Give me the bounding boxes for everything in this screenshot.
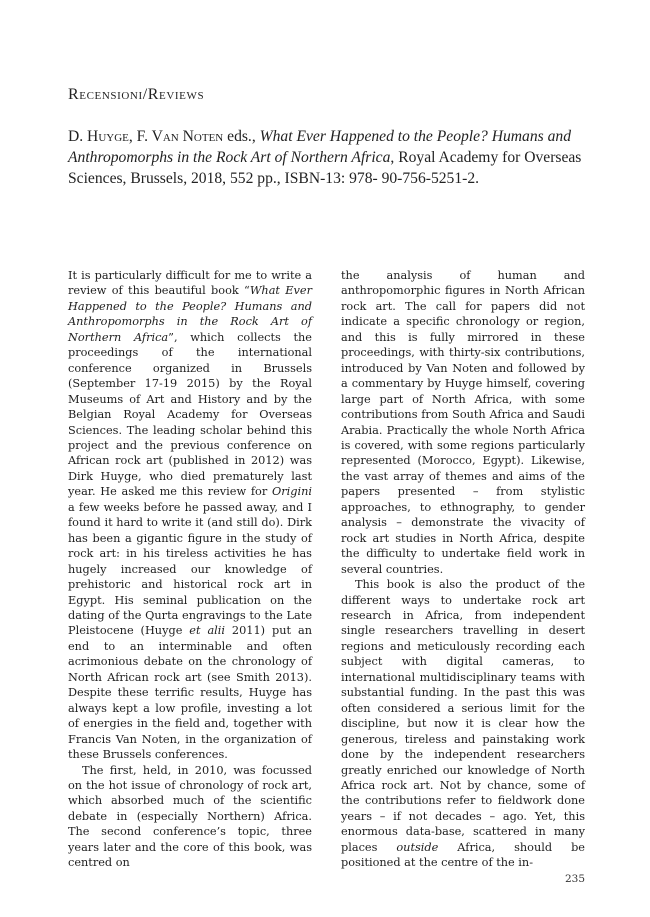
section-heading: Recensioni/Reviews <box>68 86 205 103</box>
right-paragraph-2 <box>341 577 585 871</box>
text-segment: ”, which collects the proceedings of the international conference organized in Brussels (September 17-19 2015) by the Royal Museums of Art and History and by the Belgian Royal Academy for Overseas Sciences. The leading scholar behind this project and the previous conference on African rock art (published in 2012) was Dirk Huyge, who died prematurely last year. He asked me this review for <box>68 330 312 499</box>
italic-book-title: What Ever Happened to the People? Humans and Anthropomorphs in the Rock Art of Northern Africa <box>68 284 312 344</box>
left-paragraph-2: The first, held, in 2010, was focussed on the hot issue of chronology of rock art, which absorbed much of the scientific debate in (especially Northern) Africa. The second conference’s topic, three years later and the core of this book, was centred on <box>68 763 312 870</box>
text-segment: It is particularly difficult for me to write a review of this beautiful book “ <box>68 269 312 298</box>
text-segment: This book is also the product of the different ways to undertake rock art research in Africa, from independent single researchers travelling in desert regions and meticulously recording each subject with digital cameras, to international multidisciplinary teams with substantial funding. In the past this was often considered a serious limit for the discipline, but now it is clear how the generous, tireless and painstaking work done by the independent researchers greatly enriched our knowledge of North Africa rock art. Not by chance, some of the contributions refer to fieldwork done years – if not decades – ago. Yet, this enormous data-base, scattered in many places <box>341 578 585 854</box>
text-segment: 2011) put an end to an interminable and often acrimonious debate on the chronology of North African rock art (see Smith 2013). Despite these terrific results, Huyge has always kept a low profile, investing a lot of energies in the field and, together with Francis Van Noten, in the organization of these Brussels conferences. <box>68 624 312 762</box>
text-segment: a few weeks before he passed away, and I found it hard to write it (and still do). Dirk has been a gigantic figure in the study of rock art: in his tireless activities he has hugely increased our knowledge of prehistoric and historical rock art in Egypt. His seminal publication on the dating of the Qurta engravings to the Late Pleistocene (Huyge <box>68 500 312 638</box>
citation-book-title: What Ever Happened to the People? Humans and Anthropomorphs in the Rock Art of Northern Africa <box>68 128 572 166</box>
citation-eds: eds., <box>223 128 260 145</box>
book-citation <box>68 126 588 189</box>
italic-et-alii: et alii <box>189 624 226 638</box>
citation-authors: D. Huyge, F. Van Noten <box>68 128 224 145</box>
left-paragraph-1 <box>68 268 312 763</box>
right-column <box>341 268 585 871</box>
page-number: 235 <box>565 873 586 885</box>
italic-outside: outside <box>396 840 439 854</box>
citation-publication-info: , Royal Academy for Overseas Sciences, Brussels, 2018, 552 pp., ISBN-13: 978- 90-756-5251-2. <box>68 149 582 187</box>
right-paragraph-1: the analysis of human and anthropomorphic figures in North African rock art. The call for papers did not indicate a specific chronology or region, and this is fully mirrored in these proceedings, with thirty-six contributions, introduced by Van Noten and followed by a commentary by Huyge himself, covering large part of North Africa, with some contributions from South Africa and Saudi Arabia. Practically the whole North Africa is covered, with some regions particularly represented (Morocco, Egypt). Likewise, the vast array of themes and aims of the papers presented – from stylistic approaches, to ethnography, to gender analysis – demonstrate the vivacity of rock art studies in North Africa, despite the difficulty to undertake field work in several countries. <box>341 269 585 576</box>
text-segment: Africa, should be positioned at the centre of the in- <box>341 840 585 870</box>
left-column <box>68 268 312 871</box>
italic-journal-name: Origini <box>271 485 312 499</box>
